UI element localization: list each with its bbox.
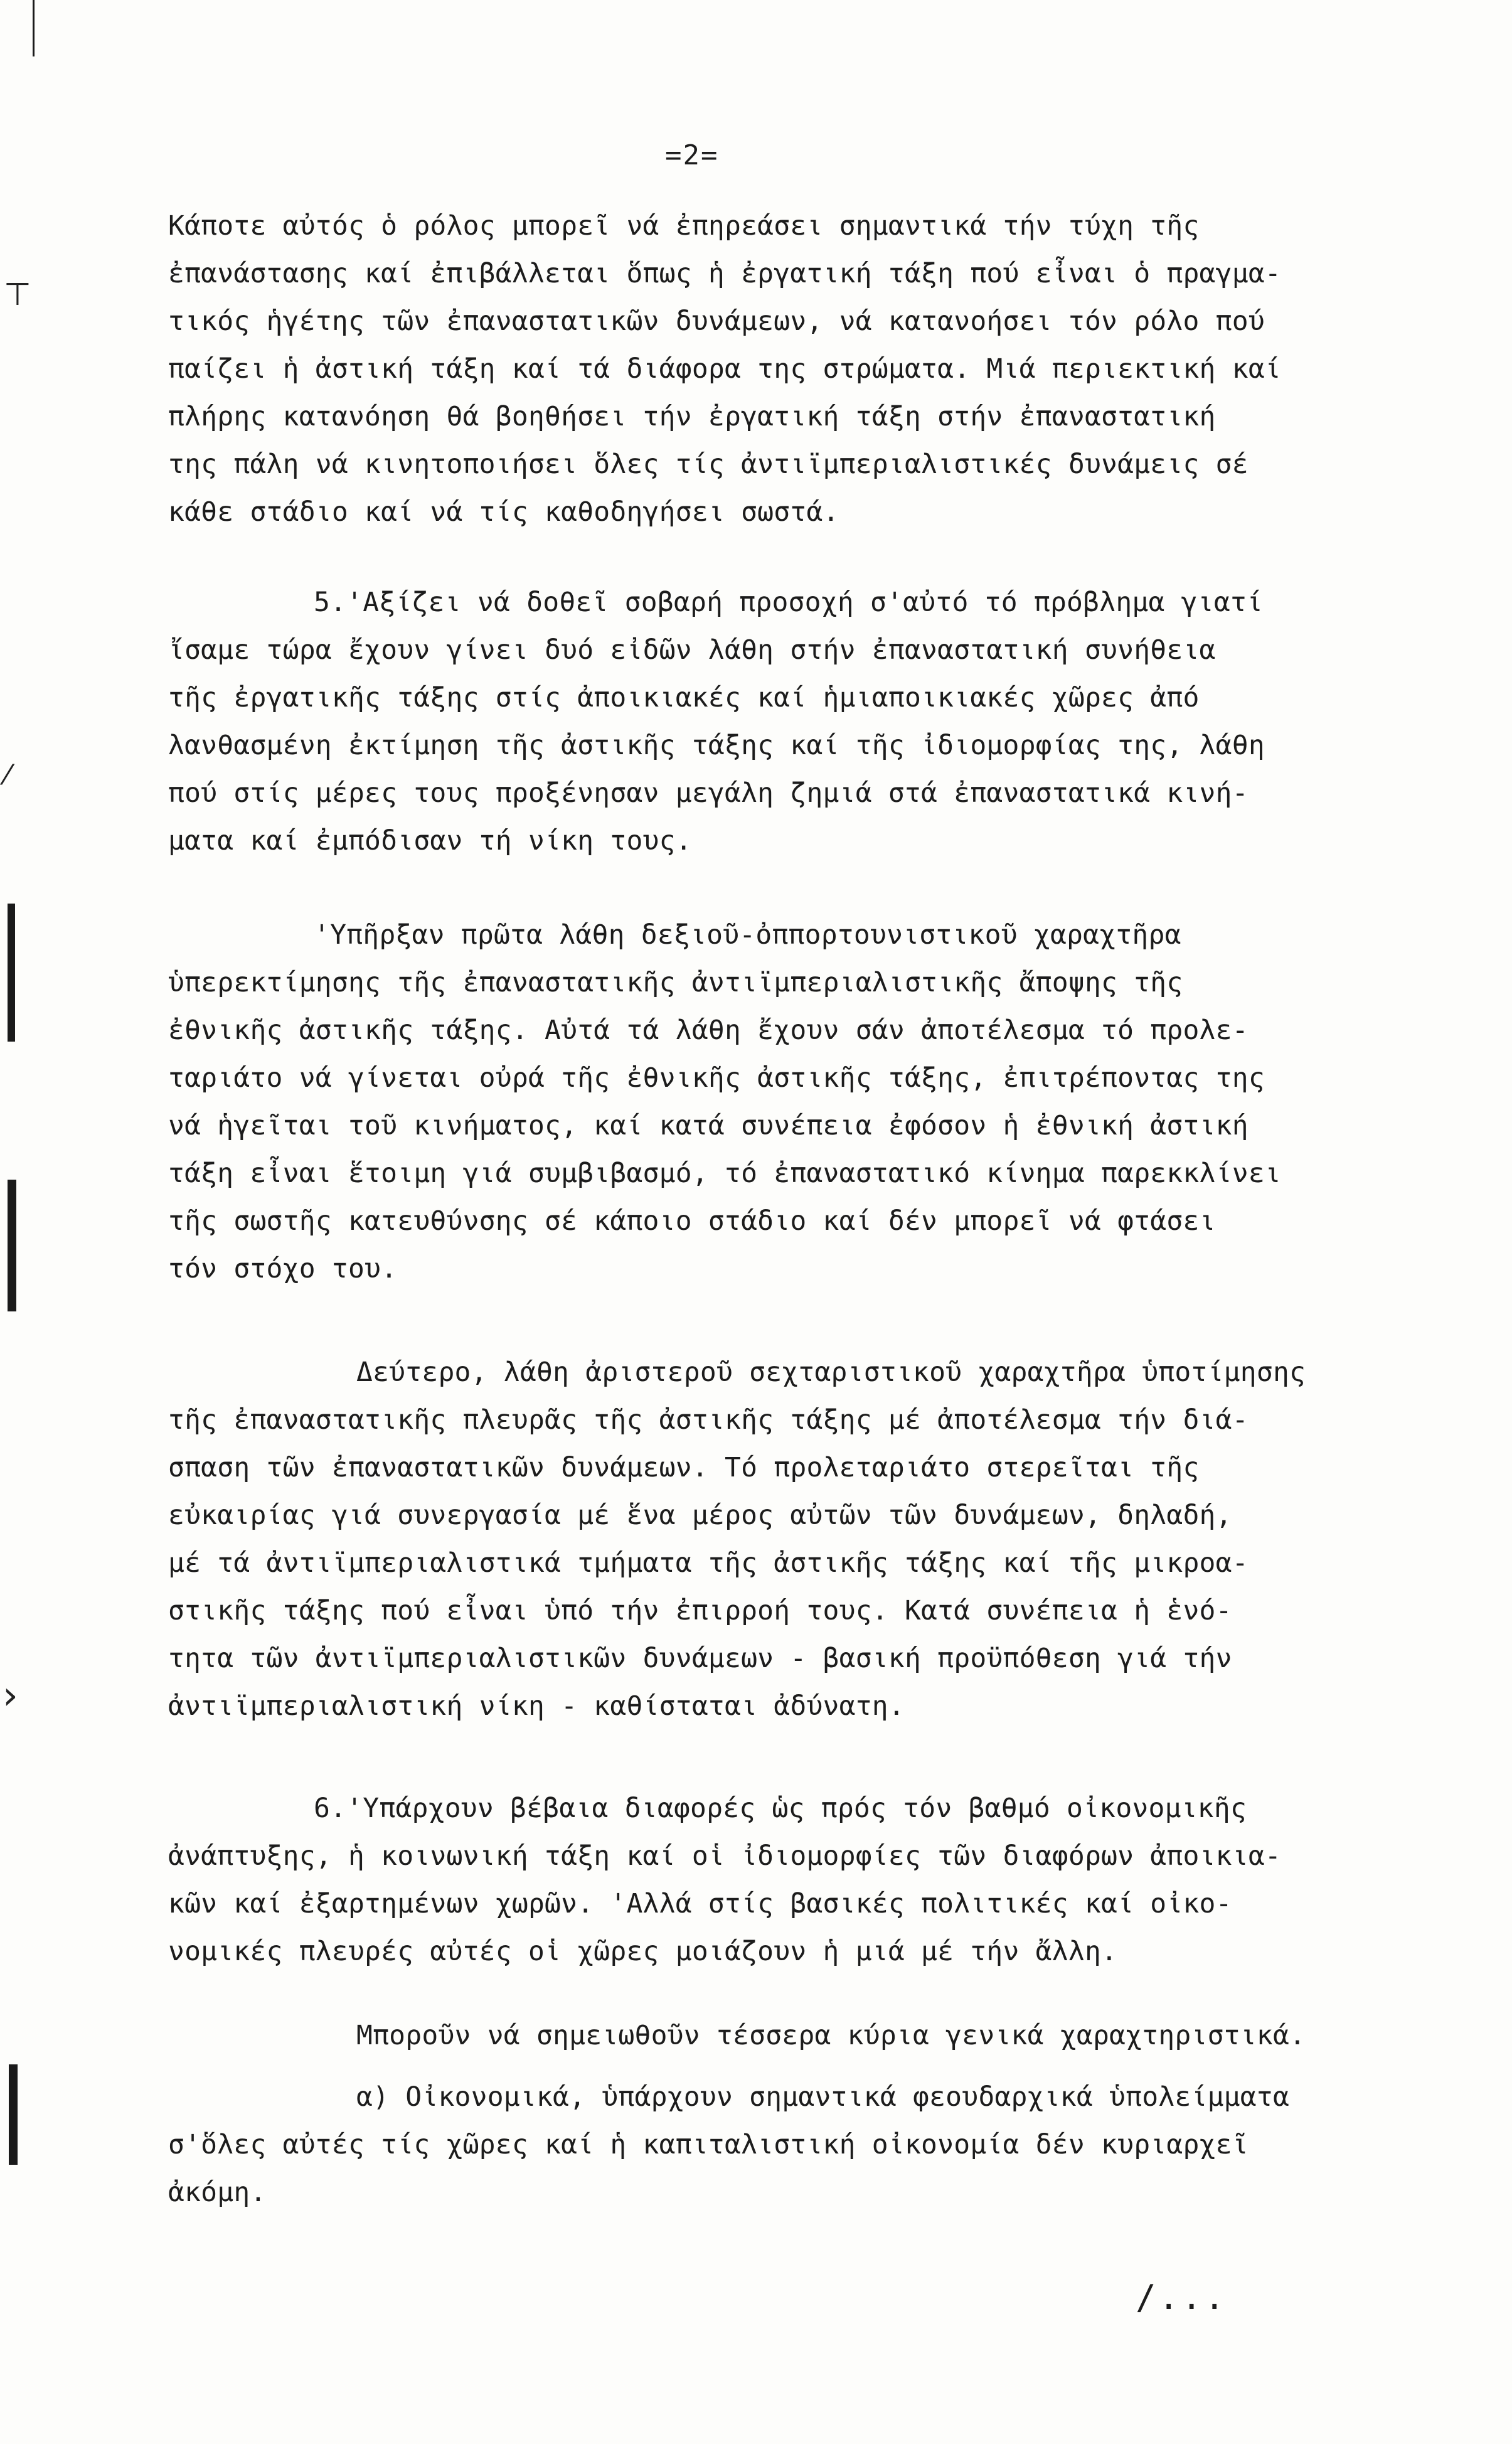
text-line: ὑπερεκτίμησης τῆς ἐπαναστατικῆς ἀντιϊμπεριαλιστικῆς ἄποψης τῆς xyxy=(168,967,1183,998)
text-line: στικῆς τάξης πού εἶναι ὑπό τήν ἐπιρροή τους. Κατά συνέπεια ἡ ἑνό- xyxy=(168,1595,1232,1626)
text-line: τητα τῶν ἀντιϊμπεριαλιστικῶν δυνάμεων - βασική προϋπόθεση γιά τήν xyxy=(168,1643,1232,1674)
text-line: νά ἡγεῖται τοῦ κινήματος, καί κατά συνέπεια ἐφόσον ἡ ἐθνική ἀστική xyxy=(168,1110,1248,1141)
text-line: τάξη εἶναι ἕτοιμη γιά συμβιβασμό, τό ἐπαναστατικό κίνημα παρεκκλίνει xyxy=(168,1158,1281,1189)
text-line: πλήρης κατανόηση θά βοηθήσει τήν ἐργατική τάξη στήν ἐπαναστατική xyxy=(168,401,1216,432)
text-line: τῆς ἐπαναστατικῆς πλευρᾶς τῆς ἀστικῆς τάξης μέ ἀποτέλεσμα τήν διά- xyxy=(168,1404,1248,1436)
text-line: τῆς σωστῆς κατευθύνσης σέ κάποιο στάδιο καί δέν μπορεῖ νά φτάσει xyxy=(168,1205,1216,1237)
text-line: λανθασμένη ἐκτίμηση τῆς ἀστικῆς τάξης καί τῆς ἰδιομορφίας της, λάθη xyxy=(168,730,1265,761)
text-line: σπαση τῶν ἐπαναστατικῶν δυνάμεων. Τό προλεταριάτο στερεῖται τῆς xyxy=(168,1452,1200,1483)
text-line: μέ τά ἀντιϊμπεριαλιστικά τμήματα τῆς ἀστικῆς τάξης καί τῆς μικροα- xyxy=(168,1547,1248,1579)
continuation-mark: /... xyxy=(1136,2278,1228,2317)
text-line: ἀκόμη. xyxy=(168,2177,267,2208)
text-line: κῶν καί ἐξαρτημένων χωρῶν. 'Αλλά στίς βασικές πολιτικές καί οἰκο- xyxy=(168,1888,1232,1919)
text-line: ἐθνικῆς ἀστικῆς τάξης. Αὐτά τά λάθη ἔχουν σάν ἀποτέλεσμα τό προλε- xyxy=(168,1015,1248,1046)
margin-tick-icon: ⁄ xyxy=(5,759,10,791)
text-line: Δεύτερο, λάθη ἀριστεροῦ σεχταριστικοῦ χαραχτῆρα ὑποτίμησης xyxy=(356,1357,1306,1388)
text-line: παίζει ἡ ἀστική τάξη καί τά διάφορα της στρώματα. Μιά περιεκτική καί xyxy=(168,353,1281,385)
text-line: σ'ὅλες αὐτές τίς χῶρες καί ἡ καπιταλιστική οἰκονομία δέν κυριαρχεῖ xyxy=(168,2129,1248,2160)
text-line: τῆς ἐργατικῆς τάξης στίς ἀποικιακές καί ἡμιαποικιακές χῶρες ἀπό xyxy=(168,682,1200,713)
margin-scan-artifact xyxy=(9,2064,18,2165)
text-line: πού στίς μέρες τους προξένησαν μεγάλη ζημιά στά ἐπαναστατικά κινή- xyxy=(168,777,1248,809)
text-line: α) Οἰκονομικά, ὑπάρχουν σημαντικά φεουδαρχικά ὑπολείμματα xyxy=(356,2081,1290,2113)
text-line: τικός ἡγέτης τῶν ἐπαναστατικῶν δυνάμεων, νά κατανοήσει τόν ρόλο πού xyxy=(168,306,1265,337)
text-line: τόν στόχο του. xyxy=(168,1253,398,1284)
text-line: εὐκαιρίας γιά συνεργασία μέ ἕνα μέρος αὐτῶν τῶν δυνάμεων, δηλαδή, xyxy=(168,1500,1232,1531)
text-line: 5.'Αξίζει νά δοθεῖ σοβαρή προσοχή σ'αὐτό τό πρόβλημα γιατί xyxy=(314,587,1264,618)
text-line: ἴσαμε τώρα ἔχουν γίνει δυό εἰδῶν λάθη στήν ἐπαναστατική συνήθεια xyxy=(168,634,1216,666)
text-line: Κάποτε αὐτός ὁ ρόλος μπορεῖ νά ἐπηρεάσει σημαντικά τήν τύχη τῆς xyxy=(168,210,1200,242)
text-line: Μποροῦν νά σημειωθοῦν τέσσερα κύρια γενικά χαραχτηριστικά. xyxy=(356,2020,1306,2051)
text-line: ματα καί ἐμπόδισαν τή νίκη τους. xyxy=(168,825,692,856)
margin-chevron-icon: › xyxy=(3,1672,18,1718)
margin-scan-artifact xyxy=(8,1180,16,1311)
text-line: ταριάτο νά γίνεται οὐρά τῆς ἐθνικῆς ἀστικῆς τάξης, ἐπιτρέποντας της xyxy=(168,1062,1265,1094)
text-line: ἀντιϊμπεριαλιστική νίκη - καθίσταται ἀδύνατη. xyxy=(168,1690,905,1722)
margin-scan-artifact xyxy=(33,0,35,56)
text-line: της πάλη νά κινητοποιήσει ὅλες τίς ἀντιϊμπεριαλιστικές δυνάμεις σέ xyxy=(168,449,1248,480)
text-line: 6.'Υπάρχουν βέβαια διαφορές ὡς πρός τόν βαθμό οἰκονομικῆς xyxy=(314,1793,1247,1824)
text-line: ἀνάπτυξης, ἡ κοινωνική τάξη καί οἱ ἰδιομορφίες τῶν διαφόρων ἀποικια- xyxy=(168,1840,1281,1872)
margin-scan-artifact xyxy=(8,904,15,1042)
text-line: 'Υπῆρξαν πρῶτα λάθη δεξιοῦ-ὀππορτουνιστικοῦ χαραχτῆρα xyxy=(314,919,1181,951)
text-line: ἐπανάστασης καί ἐπιβάλλεται ὅπως ἡ ἐργατική τάξη πού εἶναι ὁ πραγμα- xyxy=(168,258,1281,289)
text-line: νομικές πλευρές αὐτές οἱ χῶρες μοιάζουν ἡ μιά μέ τήν ἄλλη. xyxy=(168,1936,1118,1967)
page-number: =2= xyxy=(665,139,719,171)
margin-tick-icon: ⊤ xyxy=(4,276,31,312)
text-line: κάθε στάδιο καί νά τίς καθοδηγήσει σωστά. xyxy=(168,496,839,528)
